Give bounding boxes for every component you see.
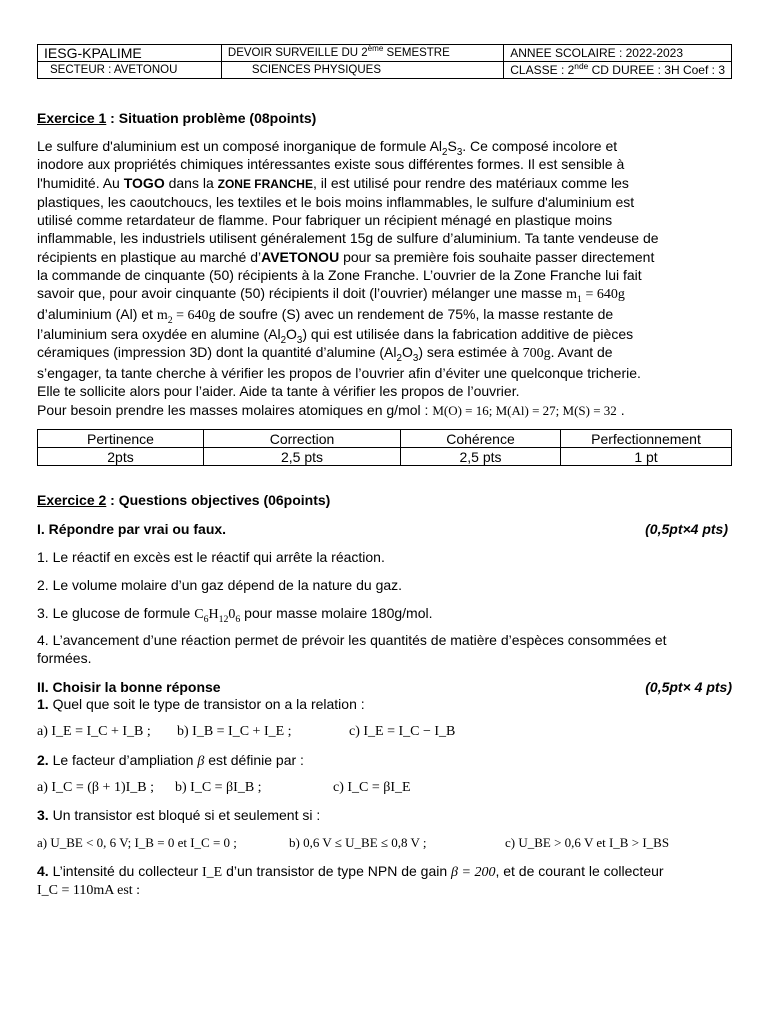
grading-points: 2,5 pts (401, 448, 561, 466)
mcq-question-4: 4. L’intensité du collecteur I_E d’un transistor de type NPN de gain β = 200, et de courant le collecteur I_C = 110mA est : (37, 863, 664, 899)
grading-table (37, 429, 732, 466)
grading-points: 2,5 pts (204, 448, 401, 466)
school-year: ANNEE SCOLAIRE : 2022-2023 (504, 45, 732, 62)
tf-question-1: 1. Le réactif en excès est le réactif qui arrête la réaction. (37, 549, 385, 565)
grading-points-row (38, 448, 732, 466)
grading-points: 2pts (38, 448, 204, 466)
molar-masses: Pour besoin prendre les masses molaires atomiques en g/mol : M(O) = 16; M(Al) = 27; M(S) = 32 . (37, 402, 625, 418)
exam-type: DEVOIR SURVEILLE DU 2ème SEMESTRE (221, 45, 503, 62)
mcq-3-options (37, 834, 732, 852)
class-info: CLASSE : 2nde CD DUREE : 3H Coef : 3 (504, 62, 732, 79)
mcq-2-option-b: b) I_C = βI_B ; (175, 780, 262, 795)
part-1-heading: I. Répondre par vrai ou faux. (0,5pt×4 pts) (37, 521, 728, 537)
mcq-question-2: 2. Le facteur d’ampliation β est définie par : (37, 752, 304, 769)
subject: SCIENCES PHYSIQUES (221, 62, 503, 79)
mcq-question-1: 1. Quel que soit le type de transistor on a la relation : (37, 696, 365, 712)
exercise-1-title: Exercice 1 : Situation problème (08points) (37, 110, 317, 126)
mcq-1-option-c: c) I_E = I_C − I_B (349, 724, 456, 739)
mcq-3-option-c: c) U_BE > 0,6 V et I_B > I_BS (505, 835, 670, 850)
grading-criterion: Perfectionnement (561, 430, 732, 448)
header-table (37, 44, 732, 79)
mcq-question-3: 3. Un transistor est bloqué si et seulement si : (37, 807, 321, 823)
grading-header-row (38, 430, 732, 448)
part-2-heading: II. Choisir la bonne réponse (0,5pt× 4 pts) (37, 679, 732, 695)
exercise-1-statement: Le sulfure d'aluminium est un composé inorganique de formule $Al_2S_3$. Ce composé incolore et inodore aux propriétés chimiques intéressantes existe sous différentes formes. Il est sensible à l'humidité. Au TOGO dans la ZONE FRANCHE, il est utilisé pour rendre des matériaux comme les plastiques, les caoutchoucs, les textiles et le bois moins inflammables, le sulfure d'aluminium est utilisé comme retardateur de flamme. Pour fabriquer un récipient ménagé en plastique moins inflammable, les industriels utilisent généralement 15g de sulfure d’aluminium. Ta tante vendeuse de récipients en plastique au marché d’AVETONOU pour sa première fois souhaite passer directement la commande de cinquante (50) récipients à la Zone Franche. L’ouvrier de la Zone Franche lui fait savoir que, pour avoir cinquante (50) récipients il doit (l’ouvrier) mélanger une masse $m_1 = 640g$ d’aluminium (Al) et $m_2 = 640g$ de soufre (S) avec un rendement de 75%, la masse restante de l’aluminium sera oxydée en alumine $(Al_2O_3)$ qui est utilisée dans la fabrication additive de pièces céramiques (impression 3D) dont la quantité d’alumine $(Al_2O_3)$ sera estimée à 700g. Avant de s’engager, ta tante cherche à vérifier les propos de l’ouvrier afin d’éviter une quelconque tricherie. Elle te sollicite alors pour l’aider. Aide ta tante à vérifier les propos de l’ouvrier. (37, 138, 659, 399)
school-name: IESG-KPALIME (38, 45, 222, 62)
mcq-1-option-a: a) I_E = I_C + I_B ; (37, 724, 151, 739)
exercise-2-title: Exercice 2 : Questions objectives (06points) (37, 492, 331, 508)
grading-criterion: Correction (204, 430, 401, 448)
grading-criterion: Pertinence (38, 430, 204, 448)
tf-question-2: 2. Le volume molaire d’un gaz dépend de la nature du gaz. (37, 577, 403, 593)
tf-question-4: 4. L’avancement d’une réaction permet de prévoir les quantités de matière d’espèces consommées et formées. (37, 632, 667, 667)
mcq-2-option-a: a) I_C = (β + 1)I_B ; (37, 780, 155, 795)
mcq-2-option-c: c) I_C = βI_E (333, 780, 411, 795)
mcq-3-option-a: a) U_BE < 0, 6 V; I_B = 0 et I_C = 0 ; (37, 835, 237, 850)
mcq-1-option-b: b) I_B = I_C + I_E ; (177, 724, 292, 739)
mcq-3-option-b: b) 0,6 V ≤ U_BE ≤ 0,8 V ; (289, 835, 427, 850)
mcq-2-options (37, 779, 732, 797)
mcq-1-options (37, 723, 732, 741)
tf-question-3: 3. Le glucose de formule $C_6H_{12}0_6$ pour masse molaire 180g/mol. (37, 605, 433, 625)
sector: SECTEUR : AVETONOU (38, 62, 222, 79)
grading-criterion: Cohérence (401, 430, 561, 448)
grading-points: 1 pt (561, 448, 732, 466)
